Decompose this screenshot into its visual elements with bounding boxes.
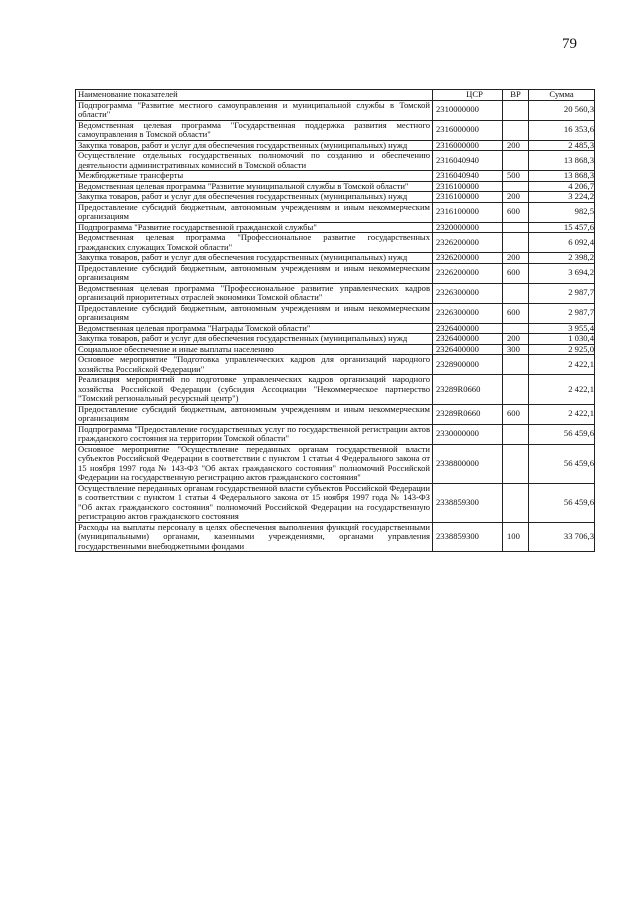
- table-row: [76, 233, 595, 253]
- row-csr-cell: 2316100000: [433, 202, 503, 222]
- row-sum-cell: 3 224,2: [529, 192, 595, 203]
- table-row: [76, 100, 595, 120]
- table-row: [76, 202, 595, 222]
- table-row: [76, 303, 595, 323]
- row-name-cell: Подпрограмма "Развитие местного самоуправления и муниципальной службы в Томской области": [76, 100, 433, 120]
- header-vr: ВР: [503, 90, 529, 101]
- row-vr-cell: [503, 323, 529, 334]
- budget-table: [75, 89, 595, 552]
- row-csr-cell: 2316100000: [433, 181, 503, 192]
- row-csr-cell: 2326200000: [433, 233, 503, 253]
- row-csr-cell: 2326200000: [433, 253, 503, 264]
- header-csr: ЦСР: [433, 90, 503, 101]
- row-csr-cell: 2326400000: [433, 334, 503, 345]
- row-name-cell: Предоставление субсидий бюджетным, автономным учреждениям и иным некоммерческим организациям: [76, 404, 433, 424]
- row-sum-cell: 2 485,3: [529, 140, 595, 151]
- row-sum-cell: 2 925,0: [529, 344, 595, 355]
- header-sum: Сумма: [529, 90, 595, 101]
- table-row: [76, 444, 595, 483]
- row-sum-cell: 1 030,4: [529, 334, 595, 345]
- row-vr-cell: 200: [503, 192, 529, 203]
- row-vr-cell: [503, 375, 529, 405]
- row-csr-cell: 2310000000: [433, 100, 503, 120]
- table-row: [76, 171, 595, 182]
- row-csr-cell: 2316000000: [433, 120, 503, 140]
- row-csr-cell: 2326400000: [433, 323, 503, 334]
- row-sum-cell: 3 955,4: [529, 323, 595, 334]
- row-name-cell: Ведомственная целевая программа "Профессиональное развитие государственных гражданских служащих Томской области": [76, 233, 433, 253]
- row-vr-cell: [503, 222, 529, 233]
- row-name-cell: Предоставление субсидий бюджетным, автономным учреждениям и иным некоммерческим организациям: [76, 303, 433, 323]
- row-csr-cell: 2316000000: [433, 140, 503, 151]
- row-sum-cell: 2 422,1: [529, 404, 595, 424]
- row-vr-cell: [503, 283, 529, 303]
- row-name-cell: Подпрограмма "Предоставление государственных услуг по государственной регистрации актов гражданского состояния на территории Томской области": [76, 424, 433, 444]
- table-row: [76, 263, 595, 283]
- row-vr-cell: [503, 444, 529, 483]
- row-csr-cell: 2316040940: [433, 151, 503, 171]
- row-csr-cell: 2320000000: [433, 222, 503, 233]
- row-vr-cell: 600: [503, 202, 529, 222]
- row-csr-cell: 2316100000: [433, 192, 503, 203]
- row-sum-cell: 13 868,3: [529, 171, 595, 182]
- table-row: [76, 192, 595, 203]
- table-body: [76, 100, 595, 552]
- row-name-cell: Подпрограмма "Развитие государственной гражданской службы": [76, 222, 433, 233]
- row-name-cell: Социальное обеспечение и иные выплаты населению: [76, 344, 433, 355]
- row-csr-cell: 2338859300: [433, 483, 503, 522]
- row-sum-cell: 982,5: [529, 202, 595, 222]
- row-sum-cell: 2 422,1: [529, 355, 595, 375]
- row-name-cell: Осуществление переданных органам государственной власти субъектов Российской Федерации в соответствии с пунктом 1 статьи 4 Федерального закона от 15 ноября 1997 года № 143-ФЗ "Об актах гражданского состояния" полномочий Российской Федерации на государственную регистрацию актов гражданского состояния: [76, 483, 433, 522]
- row-name-cell: Закупка товаров, работ и услуг для обеспечения государственных (муниципальных) нужд: [76, 334, 433, 345]
- row-sum-cell: 16 353,6: [529, 120, 595, 140]
- row-name-cell: Ведомственная целевая программа "Развитие муниципальной службы в Томской области": [76, 181, 433, 192]
- table-row: [76, 334, 595, 345]
- row-vr-cell: [503, 424, 529, 444]
- table-row: [76, 375, 595, 405]
- row-name-cell: Осуществление отдельных государственных полномочий по созданию и обеспечению деятельности административных комиссий в Томской области: [76, 151, 433, 171]
- row-name-cell: Ведомственная целевая программа "Награды Томской области": [76, 323, 433, 334]
- row-name-cell: Ведомственная целевая программа "Профессиональное развитие управленческих кадров организаций приоритетных отраслей экономики Томской области": [76, 283, 433, 303]
- row-sum-cell: 2 422,1: [529, 375, 595, 405]
- row-sum-cell: 15 457,6: [529, 222, 595, 233]
- row-csr-cell: 23289R0660: [433, 375, 503, 405]
- table-row: [76, 323, 595, 334]
- row-name-cell: Основное мероприятие "Осуществление переданных органам государственной власти субъектов Российской Федерации в соответствии с пунктом 1 статьи 4 Федерального закона от 15 ноября 1997 года № 143-ФЗ "Об актах гражданского состояния" полномочий Российской Федерации на государственную регистрацию актов гражданского состояния": [76, 444, 433, 483]
- row-sum-cell: 3 694,2: [529, 263, 595, 283]
- row-name-cell: Расходы на выплаты персоналу в целях обеспечения выполнения функций государственными (муниципальными) органами, казенными учреждениями, органами управления государственными внебюджетными фондами: [76, 522, 433, 552]
- table-row: [76, 253, 595, 264]
- table-row: [76, 140, 595, 151]
- row-vr-cell: 500: [503, 171, 529, 182]
- row-sum-cell: 56 459,6: [529, 483, 595, 522]
- row-name-cell: Ведомственная целевая программа "Государственная поддержка развития местного самоуправления в Томской области": [76, 120, 433, 140]
- row-vr-cell: [503, 181, 529, 192]
- page-number: 79: [562, 36, 577, 52]
- row-vr-cell: [503, 233, 529, 253]
- table-row: [76, 222, 595, 233]
- row-sum-cell: 33 706,3: [529, 522, 595, 552]
- row-sum-cell: 6 092,4: [529, 233, 595, 253]
- row-csr-cell: 2330000000: [433, 424, 503, 444]
- row-sum-cell: 2 987,7: [529, 303, 595, 323]
- row-csr-cell: 2326400000: [433, 344, 503, 355]
- row-vr-cell: [503, 151, 529, 171]
- row-vr-cell: [503, 100, 529, 120]
- table-row: [76, 151, 595, 171]
- table-row: [76, 283, 595, 303]
- row-sum-cell: 2 398,2: [529, 253, 595, 264]
- row-sum-cell: 4 206,7: [529, 181, 595, 192]
- row-sum-cell: 13 868,3: [529, 151, 595, 171]
- row-name-cell: Закупка товаров, работ и услуг для обеспечения государственных (муниципальных) нужд: [76, 140, 433, 151]
- row-sum-cell: 56 459,6: [529, 424, 595, 444]
- row-csr-cell: 2326200000: [433, 263, 503, 283]
- table-row: [76, 344, 595, 355]
- row-name-cell: Закупка товаров, работ и услуг для обеспечения государственных (муниципальных) нужд: [76, 192, 433, 203]
- row-vr-cell: [503, 483, 529, 522]
- table-header: [76, 90, 595, 101]
- table-row: [76, 355, 595, 375]
- row-name-cell: Закупка товаров, работ и услуг для обеспечения государственных (муниципальных) нужд: [76, 253, 433, 264]
- row-vr-cell: 200: [503, 334, 529, 345]
- row-sum-cell: 56 459,6: [529, 444, 595, 483]
- header-name: Наименование показателей: [76, 90, 433, 101]
- row-csr-cell: 23289R0660: [433, 404, 503, 424]
- row-name-cell: Основное мероприятие "Подготовка управленческих кадров для организаций народного хозяйства Российской Федерации": [76, 355, 433, 375]
- row-csr-cell: 2316040940: [433, 171, 503, 182]
- row-vr-cell: 200: [503, 253, 529, 264]
- table-row: [76, 404, 595, 424]
- row-csr-cell: 2338859300: [433, 522, 503, 552]
- row-name-cell: Реализация мероприятий по подготовке управленческих кадров организаций народного хозяйства Российской Федерации (субсидия Ассоциации "Некоммерческое партнерство "Томский региональный ресурсный центр"): [76, 375, 433, 405]
- header-row: [76, 90, 595, 101]
- table-row: [76, 424, 595, 444]
- row-vr-cell: [503, 355, 529, 375]
- row-csr-cell: 2326300000: [433, 283, 503, 303]
- table-row: [76, 181, 595, 192]
- row-vr-cell: 600: [503, 404, 529, 424]
- row-vr-cell: 100: [503, 522, 529, 552]
- row-vr-cell: [503, 120, 529, 140]
- row-vr-cell: 300: [503, 344, 529, 355]
- row-name-cell: Предоставление субсидий бюджетным, автономным учреждениям и иным некоммерческим организациям: [76, 263, 433, 283]
- row-name-cell: Межбюджетные трансферты: [76, 171, 433, 182]
- table-row: [76, 483, 595, 522]
- row-sum-cell: 2 987,7: [529, 283, 595, 303]
- table-row: [76, 120, 595, 140]
- table-row: [76, 522, 595, 552]
- row-csr-cell: 2326300000: [433, 303, 503, 323]
- row-csr-cell: 2338800000: [433, 444, 503, 483]
- row-vr-cell: 600: [503, 263, 529, 283]
- row-name-cell: Предоставление субсидий бюджетным, автономным учреждениям и иным некоммерческим организациям: [76, 202, 433, 222]
- row-vr-cell: 200: [503, 140, 529, 151]
- row-sum-cell: 20 560,3: [529, 100, 595, 120]
- row-csr-cell: 2328900000: [433, 355, 503, 375]
- row-vr-cell: 600: [503, 303, 529, 323]
